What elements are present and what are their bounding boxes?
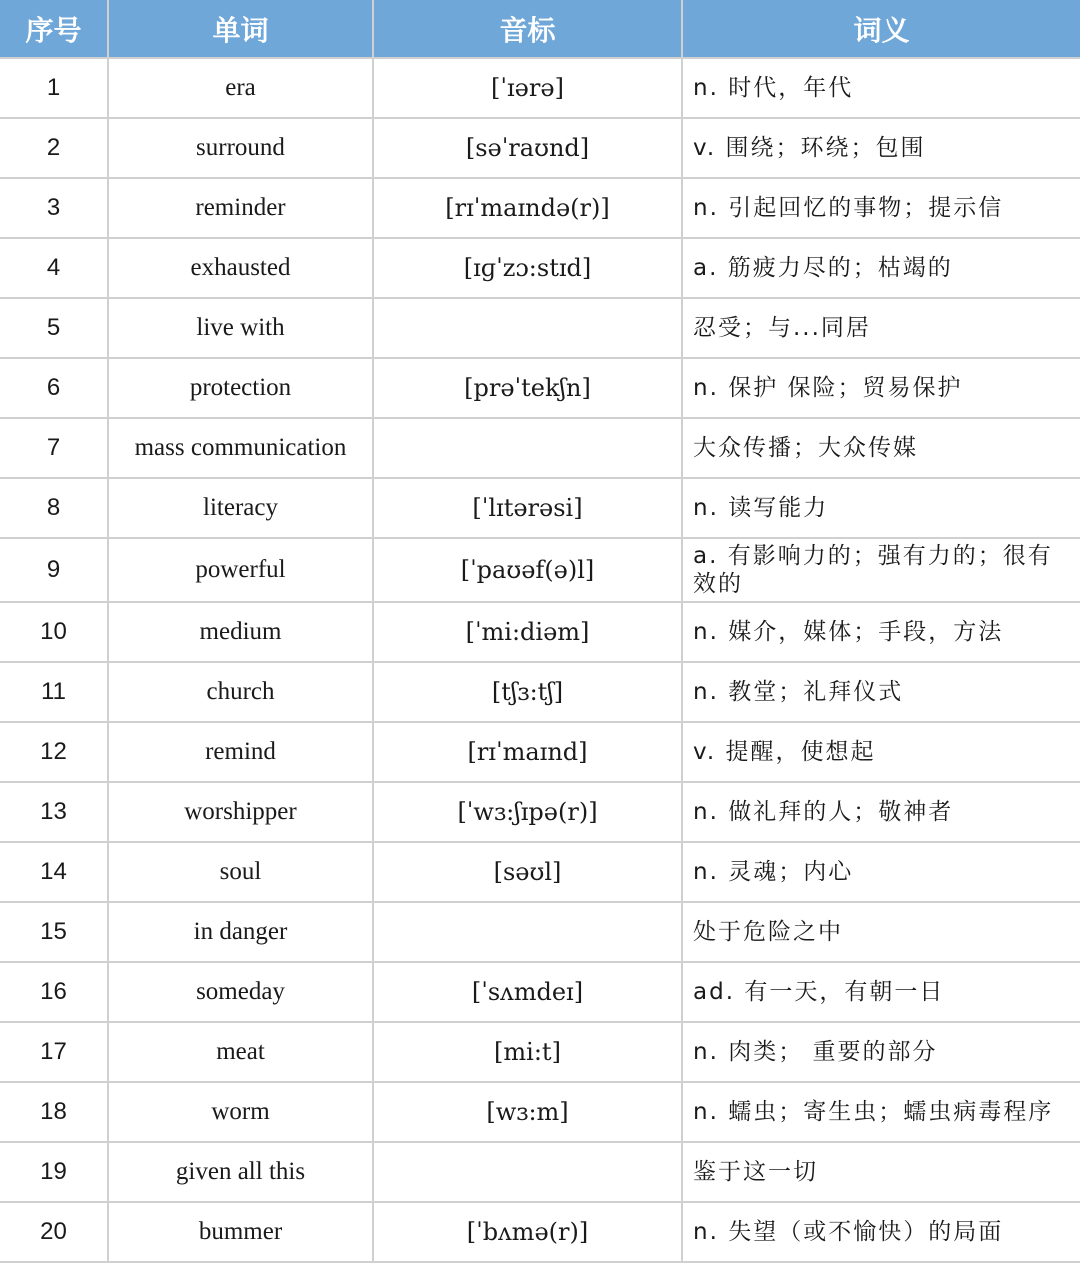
row-meaning: v. 提醒，使想起 — [682, 722, 1080, 782]
row-phonetic: [ˈsʌmdeɪ] — [373, 962, 682, 1022]
table-row — [0, 118, 1080, 178]
table-row — [0, 662, 1080, 722]
row-word: church — [108, 662, 373, 722]
row-number: 11 — [0, 662, 108, 722]
header-meaning: 词义 — [682, 0, 1080, 58]
row-phonetic: [prəˈtekʃn] — [373, 358, 682, 418]
row-number: 6 — [0, 358, 108, 418]
table-row — [0, 1202, 1080, 1262]
row-word: given all this — [108, 1142, 373, 1202]
header-word: 单词 — [108, 0, 373, 58]
row-meaning: n. 教堂；礼拜仪式 — [682, 662, 1080, 722]
row-word: soul — [108, 842, 373, 902]
header-number: 序号 — [0, 0, 108, 58]
row-meaning: n. 蠕虫；寄生虫；蠕虫病毒程序 — [682, 1082, 1080, 1142]
table-row — [0, 178, 1080, 238]
row-meaning: 鉴于这一切 — [682, 1142, 1080, 1202]
row-number: 16 — [0, 962, 108, 1022]
row-meaning: n. 保护 保险；贸易保护 — [682, 358, 1080, 418]
row-word: surround — [108, 118, 373, 178]
row-number: 7 — [0, 418, 108, 478]
row-meaning: n. 失望（或不愉快）的局面 — [682, 1202, 1080, 1262]
row-number: 18 — [0, 1082, 108, 1142]
row-number: 15 — [0, 902, 108, 962]
table-row — [0, 782, 1080, 842]
row-phonetic: [səˈraʊnd] — [373, 118, 682, 178]
row-meaning: a. 筋疲力尽的；枯竭的 — [682, 238, 1080, 298]
row-meaning: n. 时代，年代 — [682, 58, 1080, 118]
row-phonetic — [373, 1142, 682, 1202]
row-meaning: a. 有影响力的；强有力的；很有效的 — [682, 538, 1080, 602]
row-phonetic — [373, 418, 682, 478]
row-meaning: ad. 有一天，有朝一日 — [682, 962, 1080, 1022]
row-phonetic: [mi:t] — [373, 1022, 682, 1082]
header-phonetic: 音标 — [373, 0, 682, 58]
row-phonetic: [ˈbʌmə(r)] — [373, 1202, 682, 1262]
row-meaning: 大众传播；大众传媒 — [682, 418, 1080, 478]
row-phonetic: [ˈlɪtərəsi] — [373, 478, 682, 538]
table-row — [0, 842, 1080, 902]
row-meaning: n. 读写能力 — [682, 478, 1080, 538]
row-phonetic: [tʃɜ:tʃ] — [373, 662, 682, 722]
row-word: medium — [108, 602, 373, 662]
table-row — [0, 58, 1080, 118]
header-row — [0, 0, 1080, 58]
row-word: meat — [108, 1022, 373, 1082]
row-meaning: v. 围绕；环绕；包围 — [682, 118, 1080, 178]
table-row — [0, 538, 1080, 602]
row-number: 12 — [0, 722, 108, 782]
row-phonetic: [rɪˈmaɪndə(r)] — [373, 178, 682, 238]
row-phonetic: [ˈpaʊəf(ə)l] — [373, 538, 682, 602]
row-number: 4 — [0, 238, 108, 298]
row-phonetic: [səʊl] — [373, 842, 682, 902]
row-phonetic — [373, 298, 682, 358]
row-number: 9 — [0, 538, 108, 602]
row-word: era — [108, 58, 373, 118]
row-word: exhausted — [108, 238, 373, 298]
table-row — [0, 1022, 1080, 1082]
table-row — [0, 358, 1080, 418]
row-word: in danger — [108, 902, 373, 962]
table-header — [0, 0, 1080, 58]
table-row — [0, 962, 1080, 1022]
row-number: 20 — [0, 1202, 108, 1262]
table-row — [0, 902, 1080, 962]
row-phonetic: [rɪˈmaɪnd] — [373, 722, 682, 782]
table-row — [0, 1082, 1080, 1142]
row-phonetic: [ˈɪərə] — [373, 58, 682, 118]
row-phonetic: [ˈmi:diəm] — [373, 602, 682, 662]
row-phonetic: [ɪɡˈzɔ:stɪd] — [373, 238, 682, 298]
row-number: 10 — [0, 602, 108, 662]
row-word: worm — [108, 1082, 373, 1142]
row-number: 1 — [0, 58, 108, 118]
table-row — [0, 418, 1080, 478]
row-number: 5 — [0, 298, 108, 358]
table-row — [0, 298, 1080, 358]
row-number: 17 — [0, 1022, 108, 1082]
row-meaning: 忍受；与...同居 — [682, 298, 1080, 358]
table-row — [0, 602, 1080, 662]
row-word: powerful — [108, 538, 373, 602]
row-word: mass communication — [108, 418, 373, 478]
row-meaning: 处于危险之中 — [682, 902, 1080, 962]
row-word: live with — [108, 298, 373, 358]
row-meaning: n. 做礼拜的人；敬神者 — [682, 782, 1080, 842]
table-row — [0, 1142, 1080, 1202]
row-phonetic — [373, 902, 682, 962]
row-number: 13 — [0, 782, 108, 842]
row-word: reminder — [108, 178, 373, 238]
row-word: worshipper — [108, 782, 373, 842]
row-number: 19 — [0, 1142, 108, 1202]
row-number: 2 — [0, 118, 108, 178]
row-meaning: n. 引起回忆的事物；提示信 — [682, 178, 1080, 238]
row-word: remind — [108, 722, 373, 782]
table-row — [0, 722, 1080, 782]
row-word: bummer — [108, 1202, 373, 1262]
row-word: protection — [108, 358, 373, 418]
table-body — [0, 58, 1080, 1262]
row-number: 3 — [0, 178, 108, 238]
row-number: 14 — [0, 842, 108, 902]
row-word: literacy — [108, 478, 373, 538]
table-row — [0, 478, 1080, 538]
row-phonetic: [ˈwɜ:ʃɪpə(r)] — [373, 782, 682, 842]
table-row — [0, 238, 1080, 298]
row-number: 8 — [0, 478, 108, 538]
row-meaning: n. 肉类； 重要的部分 — [682, 1022, 1080, 1082]
row-meaning: n. 灵魂；内心 — [682, 842, 1080, 902]
row-meaning: n. 媒介，媒体；手段，方法 — [682, 602, 1080, 662]
row-phonetic: [wɜ:m] — [373, 1082, 682, 1142]
row-word: someday — [108, 962, 373, 1022]
